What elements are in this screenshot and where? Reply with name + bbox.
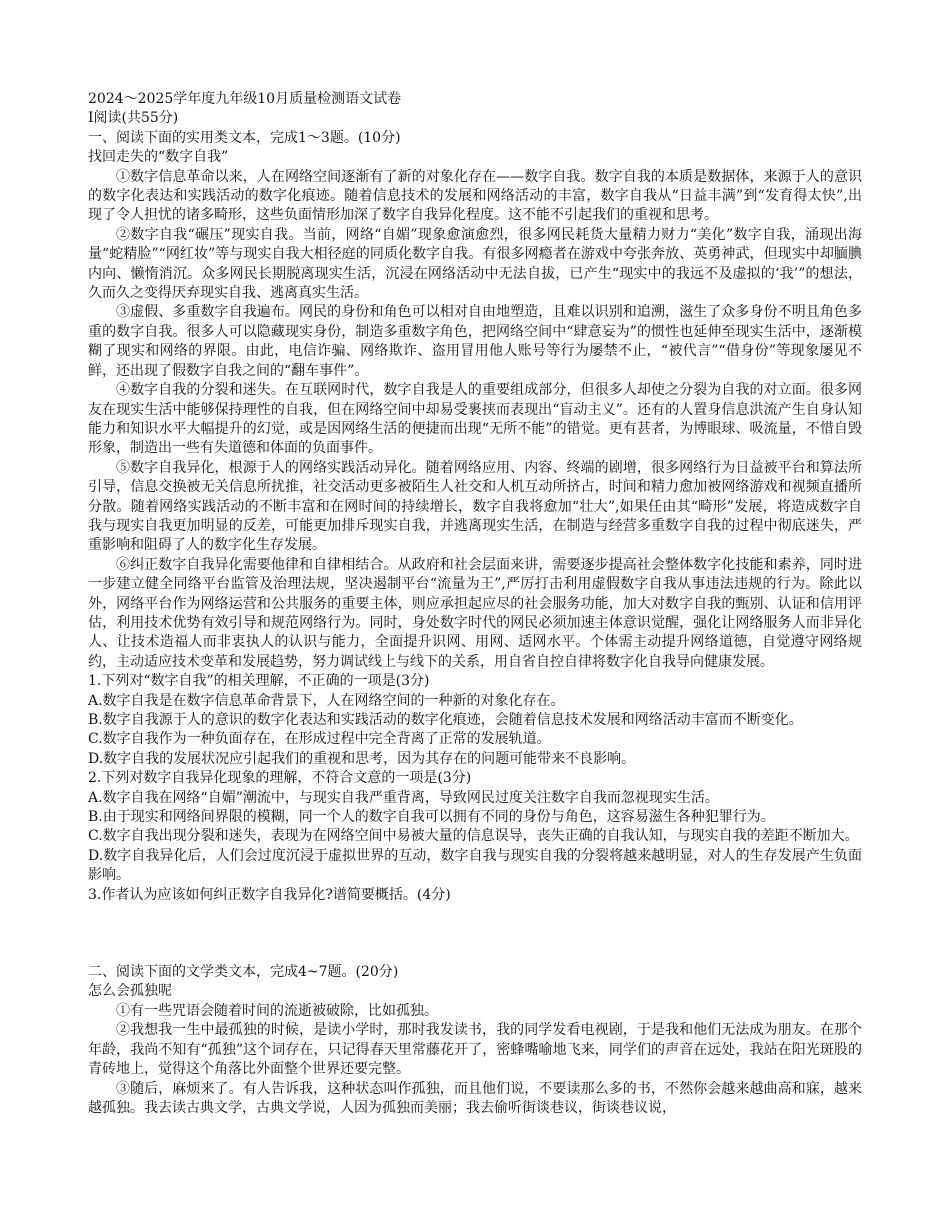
answer-space <box>88 905 862 963</box>
part1-article-title: 找回走失的“数字自我” <box>88 149 229 166</box>
paragraph: ②数字自我“碾压”现实自我。当前，网络“自媚”现象愈演愈烈，很多网民耗货大量精力财力“美化”数字自我，涌现出海量“蛇精脸”“网红妆”等与现实自我大相径庭的同质化数字自我。有很多网瘾者在游戏中夸张奔放、英勇神武，但现实中却腼腆内向、懒惰消沉。众多网民长期脱离现实生活，沉浸在网络活动中无法自拔，已产生“现实中的我远不及虚拟的‘我’”的想法，久而久之变得厌弃现实自我、逃离真实生活。 <box>88 226 862 302</box>
option-1b: B.数字自我源于人的意识的数字化表达和实践活动的数字化痕迹，会随着信息技术发展和网络活动丰富而不断变化。 <box>88 712 803 728</box>
part2-heading: 二、阅读下面的文学类文本，完成4~7题。(20分) <box>88 964 399 981</box>
paragraph: ③虚假、多重数字自我遍布。网民的身份和角色可以相对自由地塑造，且难以识别和追溯，滋生了众多身份不明且角色多重的数字自我。很多人可以隐藏现实身份，制造多重数字角色，把网络空间中“肆意妄为”的惯性也延伸至现实生活中，逐渐模糊了现实和网络的界限。由此，电信诈骗、网络欺诈、盗用冒用他人账号等行为屡禁不止，“被代言”“借身份”等现象屡见不鲜，还出现了假数字自我之间的“翻车事件”。 <box>88 304 862 379</box>
section-heading: I阅读(共55分) <box>88 110 179 127</box>
option-2a: A.数字自我在网络“自媚”潮流中，与现实自我严重背离，导致网民过度关注数字自我而忽视现实生活。 <box>88 789 719 806</box>
paragraph: ④数字自我的分裂和迷失。在互联网时代，数字自我是人的重要组成部分，但很多人却使之分裂为自我的对立面。很多网友在现实生活中能够保持理性的自我，但在网络空间中却易受裹挟而表现出“盲动主义”。还有的人置身信息洪流产生自身认知能力和知识水平大幅提升的幻觉，或是因网络生活的便捷而出现“无所不能”的错觉。更有甚者，为博眼球、吸流量，不惜自毁形象，制造出一些有失道德和体面的负面事件。 <box>88 382 862 457</box>
option-1a: A.数字自我是在数字信息革命背景下，人在网络空间的一种新的对象化存在。 <box>88 692 565 709</box>
paragraph: ⑤数字自我异化，根源于人的网络实践活动异化。随着网络应用、内容、终端的剧增，很多网络行为日益被平台和算法所引导，信息交换被无关信息所扰推，社交活动更多被陌生人社交和人机互动所挤占，时间和精力愈加被网络游戏和视频直播所分散。随着网络实践活动的不断丰富和在网时间的持续增长，数字自我将愈加“壮大”,如果任由其“畸形”发展，将造成数字自我与现实自我更加明显的反差，可能更加排斥现实自我，并逃离现实生活，在制造与经营多重数字自我的过程中彻底迷失，严重影响和阻碍了人的数字化生存发展。 <box>88 459 862 554</box>
paragraph: ①有一些咒语会随着时间的流逝被破除，比如孤独。 <box>116 1002 438 1019</box>
part2-article-title: 怎么会孤独呢 <box>88 983 172 1000</box>
question-1: 1.下列对“数字自我”的相关理解，不正确的一项是(3分) <box>88 673 430 690</box>
exam-title: 2024～2025学年度九年级10月质量检测语文试卷 <box>88 91 402 107</box>
paragraph: ①数字信息革命以来，人在网络空间逐渐有了新的对象化存在——数字自我。数字自我的本质是数据体，来源于人的意识的数字化表达和实践活动的数字化痕迹。随着信息技术的发展和网络活动的丰富，数字自我从“日益丰满”到“发育得太快”,出现了令人担忧的诸多畸形，这些负面情形加深了数字自我异化程度。这不能不引起我们的重视和思考。 <box>88 168 862 224</box>
question-3: 3.作者认为应该如何纠正数字自我异化?谱简要概括。(4分) <box>88 886 451 903</box>
question-2: 2.下列对数字自我异化现象的理解，不符合文意的一项是(3分) <box>88 770 472 787</box>
paragraph: ②我想我一生中最孤独的时候，是读小学时，那时我发读书，我的同学发看电视剧，于是我和他们无法成为朋友。在那个年龄，我尚不知有“孤独”这个词存在，只记得春天里常藤花开了，密蜂嘴喻地飞来，同学们的声音在远处，我站在阳光斑股的青砖地上，觉得这个角落比外面整个世界还要完整。 <box>88 1022 862 1078</box>
option-2d: D.数字自我异化后，人们会过度沉浸于虚拟世界的互动，数字自我与现实自我的分裂将越来越明显，对人的生存发展产生负面影响。 <box>88 847 862 884</box>
option-1d: D.数字自我的发展状况应引起我们的重视和思考，因为其存在的问题可能带来不良影响。 <box>88 750 636 767</box>
option-2b: B.由于现实和网络间界限的模糊，同一个人的数字自我可以拥有不同的身份与角色，这容易滋生各种犯罪行为。 <box>88 809 775 826</box>
option-1c: C.数字自我作为一种负面存在，在形成过程中完全背离了正常的发展轨道。 <box>88 731 551 748</box>
part1-heading: 一、阅读下面的实用类文本，完成1～3题。(10分) <box>88 129 401 146</box>
option-2c: C.数字自我出现分裂和迷失，表现为在网络空间中易被大量的信息误导，丧失正确的自我认知，与现实自我的差距不断加大。 <box>88 828 859 845</box>
paragraph: ⑥纠正数字自我异化需要他律和自律相结合。从政府和社会层面来讲，需要逐步提高社会整体数字化技能和素养，同时进一步建立健全同络平台监管及治理法规，坚决遏制平台“流量为王”,严厉打击利用虚假数字自我从事违法违规的行为。除此以外，网络平台作为网络运营和公共服务的重要主体，则应承担起应尽的社会服务功能，加大对数字自我的甄别、认证和信用评估，利用技术优势有效引导和规范网络行为。同时，身处数字时代的网民必须加速主体意识觉醒，强化让网络服务人而非异化人、让技术造福人而非衷执人的认识与能力，全面提升识网、用网、适网水平。个体需主动提升网络道德，自觉遵守网络规约，主动适应技术变革和发展趋势，努力调试线上与线下的关系，用自省自控自律将数字化自我导向健康发展。 <box>88 556 862 670</box>
paragraph: ③随后，麻烦来了。有人告诉我，这种状态叫作孤独，而且他们说，不要读那么多的书，不然你会越来越曲高和寐，越来越孤独。我去读古典文学，古典文学说，人因为孤独而美丽；我去偷听街谈巷议，街谈巷议说， <box>88 1080 862 1116</box>
